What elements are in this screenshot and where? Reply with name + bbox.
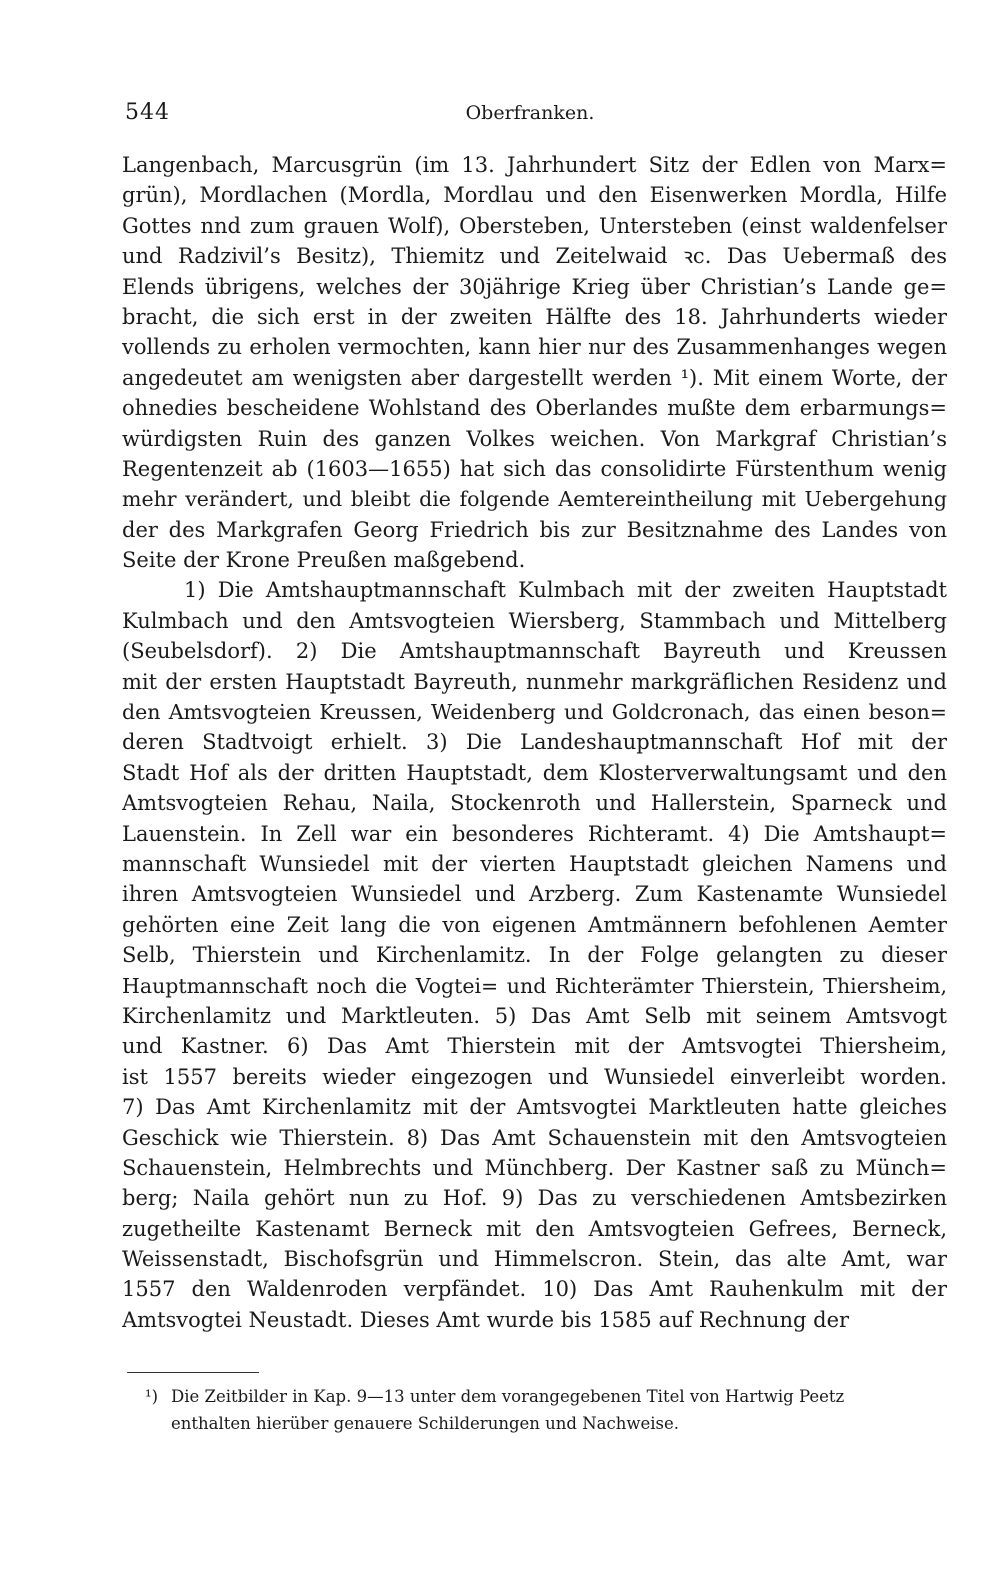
text-line: Amtsvogteien Rehau, Naila, Stockenroth und Hallerstein, Sparneck und	[122, 791, 947, 816]
text-line: (Seubelsdorf). 2) Die Amtshauptmannschaft Bayreuth und Kreussen	[122, 639, 947, 664]
page-number: 544	[125, 100, 170, 125]
text-line: Langenbach, Marcusgrün (im 13. Jahrhundert Sitz der Edlen von Marx=	[122, 153, 947, 177]
text-line: Stadt Hof als der dritten Hauptstadt, dem Klosterverwaltungsamt und den	[122, 760, 947, 785]
text-line: Amtsvogtei Neustadt. Dieses Amt wurde bis 1585 auf Rechnung der	[122, 1307, 850, 1332]
text-line: grün), Mordlachen (Mordla, Mordlau und den Eisenwerken Mordla, Hilfe	[122, 183, 947, 208]
text-line: gehörten eine Zeit lang die von eigenen Amtmännern befohlenen Aemter	[122, 912, 947, 937]
text-line: und Kastner. 6) Das Amt Thierstein mit der Amtsvogtei Thiersheim,	[122, 1034, 947, 1059]
text-line: angedeutet am wenigsten aber dargestellt werden ¹). Mit einem Worte, der	[122, 365, 947, 390]
text-line: 1557 den Waldenroden verpfändet. 10) Das Amt Rauhenkulm mit der	[122, 1277, 947, 1302]
text-line: Kirchenlamitz und Marktleuten. 5) Das Amt Selb mit seinem Amtsvogt	[122, 1003, 947, 1028]
text-line: ohnedies bescheidene Wohlstand des Oberlandes mußte dem erbarmungs=	[122, 396, 947, 421]
text-line: berg; Naila gehört nun zu Hof. 9) Das zu verschiedenen Amtsbezirken	[122, 1186, 947, 1211]
text-line: deren Stadtvoigt erhielt. 3) Die Landeshauptmannschaft Hof mit der	[122, 730, 947, 755]
text-line: der des Markgrafen Georg Friedrich bis zur Besitznahme des Landes von	[122, 517, 947, 542]
footnote-text: Die Zeitbilder in Kap. 9—13 unter dem vorangegebenen Titel von Hartwig Peetz	[171, 1387, 845, 1406]
text-line: Hauptmannschaft noch die Vogtei= und Richterämter Thierstein, Thiersheim,	[122, 973, 947, 998]
body-text	[122, 150, 947, 1335]
text-line: würdigsten Ruin des ganzen Volkes weichen. Von Markgraf Christian’s	[122, 426, 947, 451]
text-line: den Amtsvogteien Kreussen, Weidenberg und Goldcronach, das einen beson=	[122, 700, 947, 725]
text-line: Lauenstein. In Zell war ein besonderes Richteramt. 4) Die Amtshaupt=	[122, 821, 947, 846]
footnotes	[127, 1383, 955, 1437]
running-head: Oberfranken.	[465, 102, 595, 124]
footnote-marker: ¹)	[145, 1387, 159, 1406]
text-line: Gottes nnd zum grauen Wolf), Obersteben, Untersteben (einst waldenfelser	[122, 213, 947, 238]
text-line: 7) Das Amt Kirchenlamitz mit der Amtsvogtei Marktleuten hatte gleiches	[122, 1095, 947, 1120]
footnote-line: enthalten hierüber genauere Schilderungen und Nachweise.	[171, 1414, 679, 1433]
text-line: Geschick wie Thierstein. 8) Das Amt Schauenstein mit den Amtsvogteien	[122, 1125, 947, 1150]
text-line: ihren Amtsvogteien Wunsiedel und Arzberg. Zum Kastenamte Wunsiedel	[122, 882, 947, 907]
text-line: Seite der Krone Preußen maßgebend.	[122, 548, 526, 573]
text-line: Selb, Thierstein und Kirchenlamitz. In der Folge gelangten zu dieser	[122, 943, 947, 968]
text-line: vollends zu erholen vermochten, kann hier nur des Zusammenhanges wegen	[122, 335, 947, 360]
footnote-line	[127, 1383, 955, 1410]
text-line: mit der ersten Hauptstadt Bayreuth, nunmehr markgräflichen Residenz und	[122, 669, 947, 694]
text-line: mannschaft Wunsiedel mit der vierten Hauptstadt gleichen Namens und	[122, 851, 947, 876]
text-line: Elends übrigens, welches der 30jährige Krieg über Christian’s Lande ge=	[122, 274, 947, 299]
text-line: zugetheilte Kastenamt Berneck mit den Amtsvogteien Gefrees, Berneck,	[122, 1216, 947, 1241]
text-line: ist 1557 bereits wieder eingezogen und Wunsiedel einverleibt worden.	[122, 1064, 947, 1089]
text-line: Kulmbach und den Amtsvogteien Wiersberg, Stammbach und Mittelberg	[122, 608, 947, 633]
text-line: Weissenstadt, Bischofsgrün und Himmelscron. Stein, das alte Amt, war	[122, 1247, 947, 1272]
text-line: mehr verändert, und bleibt die folgende Aemtereintheilung mit Uebergehung	[122, 487, 947, 512]
text-line: Regentenzeit ab (1603—1655) hat sich das consolidirte Fürstenthum wenig	[122, 456, 947, 481]
text-line: bracht, die sich erst in der zweiten Hälfte des 18. Jahrhunderts wieder	[122, 304, 947, 329]
text-line: 1) Die Amtshauptmannschaft Kulmbach mit der zweiten Hauptstadt	[184, 578, 947, 603]
footnote-divider	[127, 1372, 259, 1373]
text-line: und Radzivil’s Besitz), Thiemitz und Zeitelwaid ꝛc. Das Uebermaß des	[122, 244, 947, 269]
text-line: Schauenstein, Helmbrechts und Münchberg. Der Kastner saß zu Münch=	[122, 1155, 947, 1180]
